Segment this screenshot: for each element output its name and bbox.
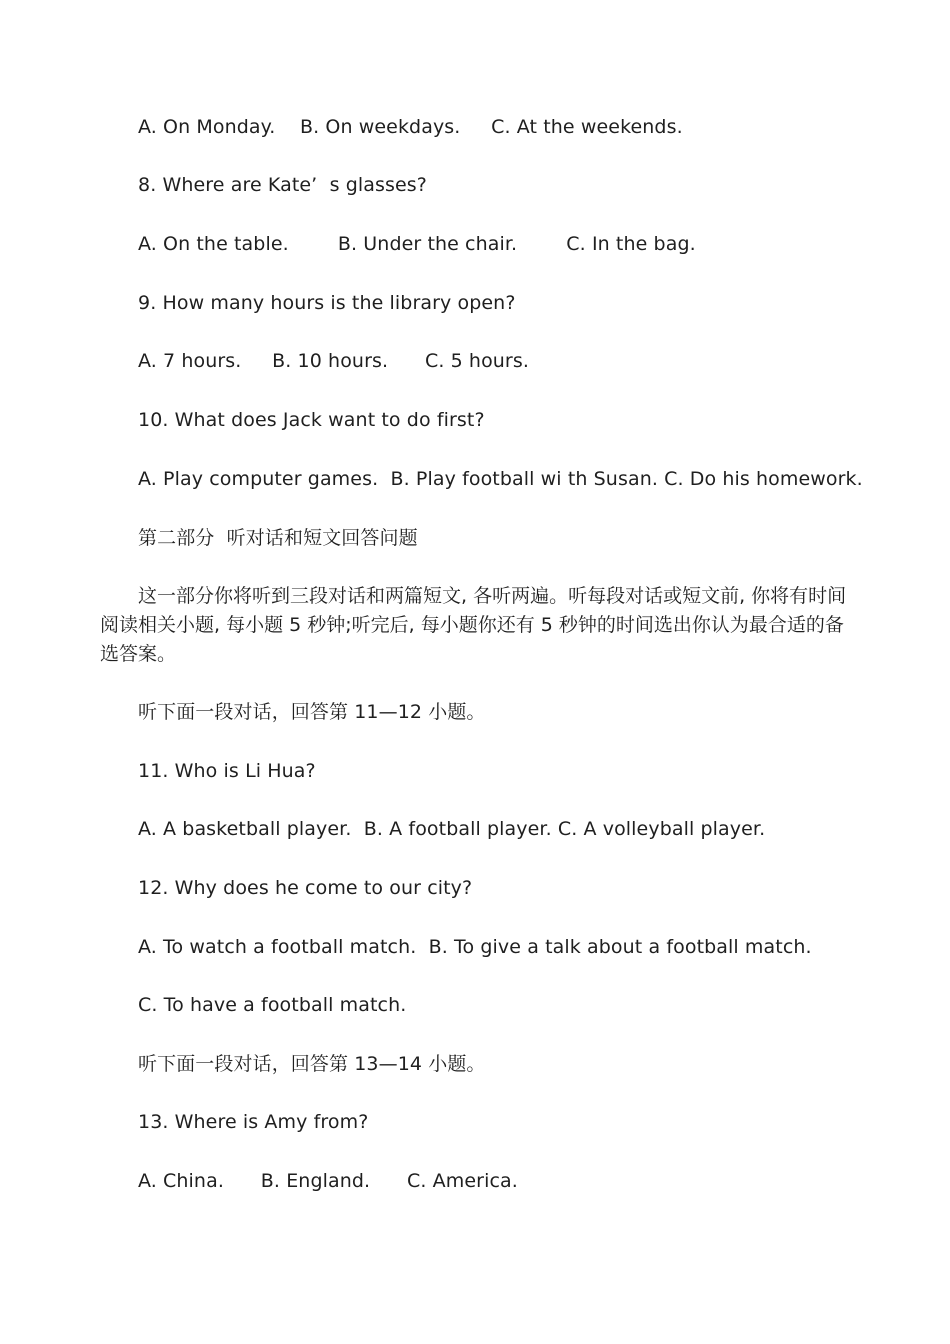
dialogue-intro-13-14: 听下面一段对话，回答第 13—14 小题。 [138,1053,486,1075]
q10-question: 10. What does Jack want to do first? [138,409,485,431]
section-heading: 第二部分 听对话和短文回答问题 [138,527,418,549]
q13-question: 13. Where is Amy from? [138,1111,369,1133]
q12-options-ab: A. To watch a football match. B. To give a talk about a football match. [138,936,812,958]
q10-options: A. Play computer games. B. Play football wi th Susan. C. Do his homework. [138,468,863,490]
dialogue-intro-11-12: 听下面一段对话，回答第 11—12 小题。 [138,701,486,723]
q13-options: A. China. B. England. C. America. [138,1170,518,1192]
q9-question: 9. How many hours is the library open? [138,292,516,314]
section-instructions: 这一部分你将听到三段对话和两篇短文, 各听两遍。听每段对话或短文前, 你将有时间阅读相关小题, 每小题 5 秒钟;听完后, 每小题你还有 5 秒钟的时间选出你认为最合适的备选答案。 [100,585,847,665]
q11-options: A. A basketball player. B. A football player. C. A volleyball player. [138,818,766,840]
q7-options: A. On Monday. B. On weekdays. C. At the weekends. [138,116,683,138]
q8-question: 8. Where are Kate’ s glasses? [138,174,427,196]
q11-question: 11. Who is Li Hua? [138,760,316,782]
q9-options: A. 7 hours. B. 10 hours. C. 5 hours. [138,350,529,372]
q12-question: 12. Why does he come to our city? [138,877,473,899]
q8-options: A. On the table. B. Under the chair. C. In the bag. [138,233,696,255]
q12-option-c: C. To have a football match. [138,994,407,1016]
